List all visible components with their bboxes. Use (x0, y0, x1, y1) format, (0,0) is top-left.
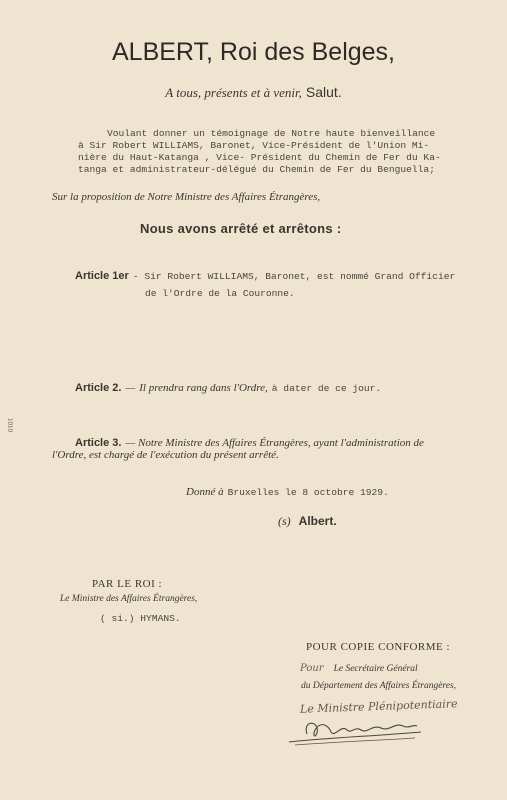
copy-secretary: Le Secrétaire Général (333, 664, 418, 674)
article-2-label: Article 2. (75, 382, 122, 394)
copy-secretary-line (300, 658, 418, 676)
article-2-dash: — (125, 382, 136, 394)
salutation (0, 84, 507, 101)
preamble-line-4: tanga et administrateur-délégué du Chemin de Fer du Benguella; (78, 164, 435, 175)
countersign-heading: PAR LE ROI : (92, 578, 163, 590)
decree-heading: Nous avons arrêté et arrêtons : (140, 221, 342, 236)
article-2-text-typed: à dater de ce jour. (271, 383, 382, 394)
handwritten-prefix: Pour (300, 663, 324, 674)
preamble-line-3: nière du Haut-Katanga , Vice- Président du Chemin de Fer du Ka- (78, 152, 441, 163)
salutation-word: Salut. (305, 84, 342, 100)
preamble-line-1: Voulant donner un témoignage de Notre haute bienveillance (107, 128, 436, 139)
article-1-line-2: de l'Ordre de la Couronne. (145, 288, 295, 299)
article-3-label: Article 3. (75, 437, 122, 449)
handwritten-line: Le Ministre Plénipotentiaire (299, 697, 458, 716)
article-1-line-1: - Sir Robert WILLIAMS, Baronet, est nommé Grand Officier (132, 271, 456, 282)
article-2 (75, 378, 381, 396)
given-text: Bruxelles le 8 octobre 1929. (227, 487, 389, 498)
proposition-line: Sur la proposition de Notre Ministre des Affaires Étrangères, (52, 191, 321, 203)
countersign-signed: ( si.) HYMANS. (100, 613, 181, 624)
given-line (186, 482, 389, 500)
handwritten-signature-icon (285, 712, 425, 748)
royal-signature-prefix: (s) (278, 514, 291, 528)
royal-signature (278, 512, 337, 530)
copy-department: du Département des Affaires Étrangères, (301, 681, 457, 691)
side-number: 1010 (6, 418, 14, 432)
article-3-line-2: l'Ordre, est chargé de l'exécution du présent arrêté. (52, 449, 279, 461)
document-title: ALBERT, Roi des Belges, (111, 38, 396, 66)
article-1 (75, 266, 455, 284)
copy-heading: POUR COPIE CONFORME : (306, 641, 451, 653)
article-3-line-1: — Notre Ministre des Affaires Étrangères, ayant l'administration de (125, 437, 424, 449)
preamble-line-2: à Sir Robert WILLIAMS, Baronet, Vice-Président de l'Union Mi- (78, 140, 430, 151)
given-label: Donné à (186, 486, 224, 498)
countersign-minister-title: Le Ministre des Affaires Étrangères, (60, 594, 198, 604)
article-1-label: Article 1er (75, 270, 129, 282)
royal-signature-name: Albert. (298, 514, 337, 528)
article-2-text-italic: Il prendra rang dans l'Ordre, (139, 382, 268, 394)
salutation-italic: A tous, présents et à venir, (165, 85, 302, 100)
